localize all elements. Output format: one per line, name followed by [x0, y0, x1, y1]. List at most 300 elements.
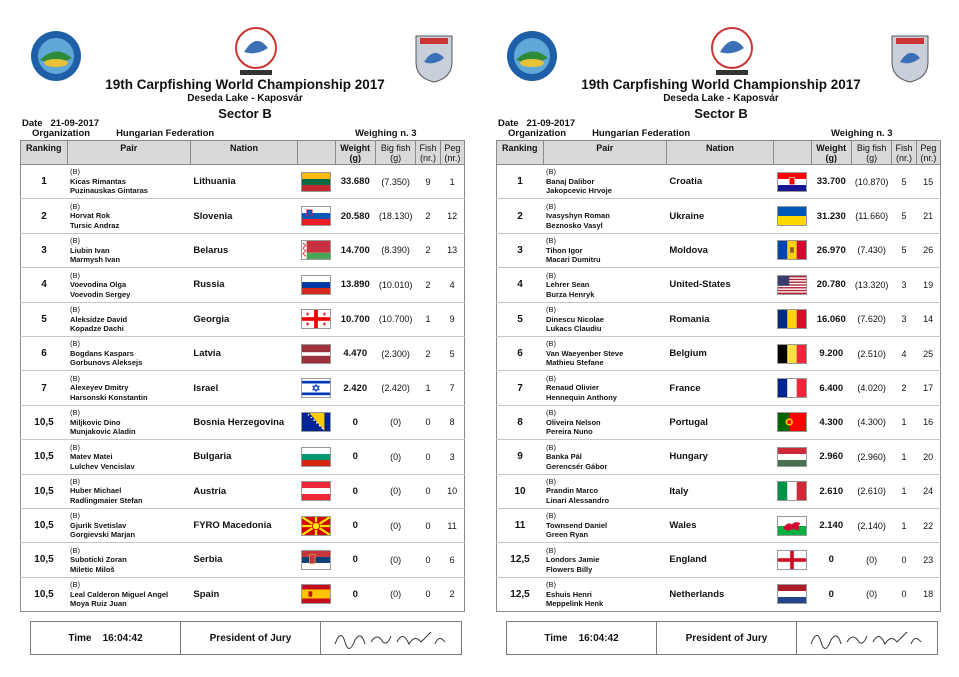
- romania-flag-icon: [777, 309, 807, 329]
- angler-2: Gorbunovs Aleksejs: [70, 358, 143, 368]
- table-header-row: [21, 141, 465, 165]
- pair-cell: [67, 508, 190, 542]
- group-label: (B): [70, 511, 81, 521]
- federation-logo-icon: [30, 30, 82, 82]
- weight-cell: 2.140: [811, 508, 851, 542]
- pair-cell: [543, 474, 666, 508]
- pair-cell: [543, 199, 666, 233]
- angler-2: Jakopcevic Hrvoje: [546, 186, 612, 196]
- group-label: (B): [70, 442, 81, 452]
- flag-cell: [298, 440, 335, 474]
- rank-cell: 5: [21, 302, 68, 336]
- flag-cell: [298, 508, 335, 542]
- weight-cell: 16.060: [811, 302, 851, 336]
- flag-cell: [774, 371, 811, 405]
- weight-cell: 0: [335, 405, 375, 439]
- angler-1: Kicas Rimantas: [70, 176, 126, 186]
- group-label: (B): [546, 270, 557, 280]
- championship-logo-icon: [708, 26, 756, 78]
- rank-cell: 2: [497, 199, 544, 233]
- results-sheet-right: [486, 0, 948, 677]
- pair-cell: [67, 440, 190, 474]
- organization-line: Organization Hungarian Federation: [508, 128, 691, 139]
- france-flag-icon: [777, 378, 807, 398]
- israel-flag-icon: [301, 378, 331, 398]
- fish-cell: 5: [892, 199, 916, 233]
- col-peg: Peg (nr.): [916, 141, 940, 165]
- flag-cell: [774, 577, 811, 611]
- angler-1: Tihon Igor: [546, 245, 583, 255]
- group-label: (B): [546, 580, 557, 590]
- fish-cell: 0: [416, 508, 440, 542]
- bulgaria-flag-icon: [301, 447, 331, 467]
- angler-1: Dinescu Nicolae: [546, 314, 604, 324]
- flag-cell: [298, 199, 335, 233]
- weight-cell: 26.970: [811, 233, 851, 267]
- peg-cell: 24: [916, 474, 940, 508]
- pair-cell: [67, 233, 190, 267]
- fish-cell: 0: [416, 543, 440, 577]
- group-label: (B): [546, 511, 557, 521]
- table-row: [21, 508, 465, 542]
- weight-cell: 0: [335, 543, 375, 577]
- peg-cell: 7: [440, 371, 464, 405]
- page-title: 19th Carpfishing World Championship 2017: [581, 77, 861, 92]
- fish-cell: 0: [892, 543, 916, 577]
- nation-cell: Italy: [666, 474, 773, 508]
- peg-cell: 4: [440, 268, 464, 302]
- col-fish: Fish (nr.): [416, 141, 440, 165]
- results-sheet-left: [10, 0, 472, 677]
- weighing-label: Weighing n. 3: [831, 128, 893, 139]
- bigfish-cell: (4.300): [851, 405, 891, 439]
- nation-cell: Bulgaria: [190, 440, 297, 474]
- bigfish-cell: (8.390): [375, 233, 415, 267]
- pair-cell: [543, 268, 666, 302]
- rank-cell: 3: [21, 233, 68, 267]
- table-row: [21, 440, 465, 474]
- president-label: President of Jury: [181, 622, 321, 654]
- fish-cell: 5: [892, 165, 916, 199]
- group-label: (B): [546, 373, 557, 383]
- nation-cell: Romania: [666, 302, 773, 336]
- pair-cell: [67, 371, 190, 405]
- peg-cell: 16: [916, 405, 940, 439]
- pair-cell: [543, 233, 666, 267]
- england-flag-icon: [777, 550, 807, 570]
- peg-cell: 11: [440, 508, 464, 542]
- angler-2: Linari Alessandro: [546, 495, 610, 505]
- weight-cell: 31.230: [811, 199, 851, 233]
- bigfish-cell: (2.140): [851, 508, 891, 542]
- peg-cell: 26: [916, 233, 940, 267]
- bigfish-cell: (0): [375, 405, 415, 439]
- weight-cell: 33.700: [811, 165, 851, 199]
- angler-1: Renaud Olivier: [546, 383, 599, 393]
- bigfish-cell: (0): [375, 508, 415, 542]
- fish-cell: 1: [892, 508, 916, 542]
- bigfish-cell: (4.020): [851, 371, 891, 405]
- angler-2: Harsonski Konstantin: [70, 392, 148, 402]
- pair-cell: [543, 336, 666, 370]
- pair-cell: [543, 577, 666, 611]
- results-table: [496, 140, 941, 612]
- pair-cell: [67, 302, 190, 336]
- rank-cell: 11: [497, 508, 544, 542]
- nation-cell: Wales: [666, 508, 773, 542]
- weight-cell: 0: [811, 543, 851, 577]
- angler-1: Bogdans Kaspars: [70, 348, 134, 358]
- serbia-flag-icon: [301, 550, 331, 570]
- fish-cell: 3: [892, 268, 916, 302]
- angler-1: Oliveira Nelson: [546, 417, 601, 427]
- angler-2: Meppelink Henk: [546, 599, 604, 609]
- angler-1: Lehrer Sean: [546, 280, 590, 290]
- group-label: (B): [70, 339, 81, 349]
- angler-1: Huber Michael: [70, 486, 122, 496]
- bigfish-cell: (0): [375, 577, 415, 611]
- bigfish-cell: (2.960): [851, 440, 891, 474]
- peg-cell: 15: [916, 165, 940, 199]
- peg-cell: 22: [916, 508, 940, 542]
- signature-cell: [797, 622, 937, 654]
- angler-1: Townsend Daniel: [546, 520, 608, 530]
- bigfish-cell: (2.420): [375, 371, 415, 405]
- table-row: [497, 268, 941, 302]
- time-cell: Time 16:04:42: [507, 622, 657, 654]
- angler-1: Banka Pál: [546, 452, 582, 462]
- angler-1: Voevodina Olga: [70, 280, 127, 290]
- peg-cell: 13: [440, 233, 464, 267]
- bigfish-cell: (2.300): [375, 336, 415, 370]
- nation-cell: Israel: [190, 371, 297, 405]
- table-row: [497, 405, 941, 439]
- group-label: (B): [546, 305, 557, 314]
- angler-1: Suboticki Zoran: [70, 555, 127, 565]
- fish-cell: 3: [892, 302, 916, 336]
- federation-logo-icon: [506, 30, 558, 82]
- rank-cell: 6: [21, 336, 68, 370]
- angler-1: Van Waeyenber Steve: [546, 348, 624, 358]
- table-row: [497, 371, 941, 405]
- flag-cell: [298, 336, 335, 370]
- col-pair: Pair: [543, 141, 666, 165]
- col-bigfish: Big fish (g): [375, 141, 415, 165]
- group-label: (B): [70, 167, 81, 177]
- weight-cell: 6.400: [811, 371, 851, 405]
- angler-2: Miletic Miloš: [70, 564, 115, 574]
- group-label: (B): [70, 545, 81, 555]
- group-label: (B): [546, 339, 557, 349]
- group-label: (B): [546, 236, 557, 246]
- bigfish-cell: (13.320): [851, 268, 891, 302]
- nation-cell: Ukraine: [666, 199, 773, 233]
- peg-cell: 18: [916, 577, 940, 611]
- fish-cell: 2: [892, 371, 916, 405]
- angler-2: Marmysh Ivan: [70, 255, 121, 265]
- fish-cell: 1: [416, 302, 440, 336]
- pair-cell: [543, 165, 666, 199]
- fish-cell: 1: [892, 440, 916, 474]
- croatia-flag-icon: [777, 172, 807, 192]
- rank-cell: 10,5: [21, 577, 68, 611]
- pair-cell: [67, 543, 190, 577]
- flag-cell: [298, 543, 335, 577]
- weight-cell: 9.200: [811, 336, 851, 370]
- president-label: President of Jury: [657, 622, 797, 654]
- col-bigfish: Big fish (g): [851, 141, 891, 165]
- venue-subtitle: Deseda Lake - Kaposvár: [663, 93, 779, 104]
- flag-cell: [774, 440, 811, 474]
- nation-cell: Croatia: [666, 165, 773, 199]
- table-row: [21, 268, 465, 302]
- nation-cell: Georgia: [190, 302, 297, 336]
- angler-2: Puzinauskas Gintaras: [70, 186, 148, 196]
- bigfish-cell: (10.700): [375, 302, 415, 336]
- pair-cell: [67, 474, 190, 508]
- date-line: Date 21-09-2017: [498, 118, 576, 129]
- rank-cell: 8: [497, 405, 544, 439]
- flag-cell: [298, 268, 335, 302]
- table-row: [21, 474, 465, 508]
- fish-cell: 0: [416, 577, 440, 611]
- col-weight: Weight (g): [811, 141, 851, 165]
- signature-icon: [807, 626, 927, 650]
- pair-cell: [67, 405, 190, 439]
- fish-cell: 0: [416, 405, 440, 439]
- weight-cell: 13.890: [335, 268, 375, 302]
- flag-cell: [774, 302, 811, 336]
- nation-cell: Russia: [190, 268, 297, 302]
- angler-2: Burza Henryk: [546, 289, 595, 299]
- rank-cell: 2: [21, 199, 68, 233]
- ukraine-flag-icon: [777, 206, 807, 226]
- pair-cell: [543, 371, 666, 405]
- flag-cell: [298, 371, 335, 405]
- flag-cell: [298, 302, 335, 336]
- date-line: Date 21-09-2017: [22, 118, 100, 129]
- pair-cell: [67, 268, 190, 302]
- footer-bar: [30, 621, 462, 655]
- rank-cell: 12,5: [497, 577, 544, 611]
- fish-cell: 9: [416, 165, 440, 199]
- pair-cell: [67, 199, 190, 233]
- table-row: [21, 233, 465, 267]
- peg-cell: 23: [916, 543, 940, 577]
- angler-2: Pereira Nuno: [546, 427, 593, 437]
- fish-cell: 0: [416, 440, 440, 474]
- angler-1: Liubin Ivan: [70, 245, 110, 255]
- footer-bar: [506, 621, 938, 655]
- nation-cell: Portugal: [666, 405, 773, 439]
- group-label: (B): [70, 373, 81, 383]
- angler-1: Banaj Dalibor: [546, 176, 595, 186]
- col-nation: Nation: [190, 141, 297, 165]
- rank-cell: 1: [21, 165, 68, 199]
- angler-2: Munjakovic Aladin: [70, 427, 136, 437]
- table-row: [21, 577, 465, 611]
- pair-cell: [543, 440, 666, 474]
- group-label: (B): [70, 270, 81, 280]
- rank-cell: 3: [497, 233, 544, 267]
- rank-cell: 9: [497, 440, 544, 474]
- weight-cell: 2.960: [811, 440, 851, 474]
- angler-2: Macari Dumitru: [546, 255, 601, 265]
- angler-1: Prandin Marco: [546, 486, 599, 496]
- page-title: 19th Carpfishing World Championship 2017: [105, 77, 385, 92]
- fish-cell: 1: [892, 474, 916, 508]
- table-row: [497, 233, 941, 267]
- group-label: (B): [546, 408, 557, 418]
- rank-cell: 10,5: [21, 440, 68, 474]
- col-pair: Pair: [67, 141, 190, 165]
- venue-subtitle: Deseda Lake - Kaposvár: [187, 93, 303, 104]
- col-fish: Fish (nr.): [892, 141, 916, 165]
- peg-cell: 8: [440, 405, 464, 439]
- pair-cell: [543, 302, 666, 336]
- weight-cell: 33.680: [335, 165, 375, 199]
- nation-cell: Hungary: [666, 440, 773, 474]
- fish-cell: 2: [416, 268, 440, 302]
- peg-cell: 5: [440, 336, 464, 370]
- group-label: (B): [546, 476, 557, 486]
- angler-2: Gerencsér Gábor: [546, 461, 608, 471]
- pair-cell: [543, 508, 666, 542]
- pair-cell: [67, 577, 190, 611]
- nation-cell: Belgium: [666, 336, 773, 370]
- rank-cell: 5: [497, 302, 544, 336]
- georgia-flag-icon: [301, 309, 331, 329]
- angler-2: Beznosko Vasyl: [546, 220, 603, 230]
- bigfish-cell: (2.510): [851, 336, 891, 370]
- italy-flag-icon: [777, 481, 807, 501]
- flag-cell: [298, 405, 335, 439]
- peg-cell: 25: [916, 336, 940, 370]
- col-flag: [774, 141, 811, 165]
- weight-cell: 2.610: [811, 474, 851, 508]
- peg-cell: 20: [916, 440, 940, 474]
- table-row: [21, 302, 465, 336]
- fish-cell: 0: [892, 577, 916, 611]
- spain-flag-icon: [301, 584, 331, 604]
- nation-cell: Slovenia: [190, 199, 297, 233]
- peg-cell: 3: [440, 440, 464, 474]
- bigfish-cell: (2.610): [851, 474, 891, 508]
- peg-cell: 14: [916, 302, 940, 336]
- col-ranking: Ranking: [497, 141, 544, 165]
- angler-1: Alexeyev Dmitry: [70, 383, 129, 393]
- results-table: [20, 140, 465, 612]
- flag-cell: [774, 233, 811, 267]
- pair-cell: [67, 336, 190, 370]
- table-row: [497, 165, 941, 199]
- flag-cell: [774, 405, 811, 439]
- peg-cell: 17: [916, 371, 940, 405]
- fish-cell: 2: [416, 199, 440, 233]
- angler-2: Flowers Billy: [546, 564, 593, 574]
- nation-cell: FYRO Macedonia: [190, 508, 297, 542]
- group-label: (B): [70, 236, 81, 246]
- sector-title: Sector B: [694, 106, 748, 121]
- angler-1: Gjurik Svetislav: [70, 520, 127, 530]
- fish-cell: 2: [416, 233, 440, 267]
- nation-cell: Serbia: [190, 543, 297, 577]
- belgium-flag-icon: [777, 344, 807, 364]
- nation-cell: Belarus: [190, 233, 297, 267]
- rank-cell: 10,5: [21, 508, 68, 542]
- bigfish-cell: (10.870): [851, 165, 891, 199]
- angler-2: Radlingmaier Stefan: [70, 495, 143, 505]
- bigfish-cell: (11.660): [851, 199, 891, 233]
- rank-cell: 4: [21, 268, 68, 302]
- nation-cell: Netherlands: [666, 577, 773, 611]
- weight-cell: 0: [335, 440, 375, 474]
- flag-cell: [774, 165, 811, 199]
- group-label: (B): [70, 305, 81, 314]
- nation-cell: Spain: [190, 577, 297, 611]
- col-peg: Peg (nr.): [440, 141, 464, 165]
- table-row: [497, 199, 941, 233]
- table-row: [21, 543, 465, 577]
- austria-flag-icon: [301, 481, 331, 501]
- weight-cell: 0: [335, 508, 375, 542]
- col-weight: Weight (g): [335, 141, 375, 165]
- angler-1: Eshuis Henri: [546, 589, 592, 599]
- rank-cell: 6: [497, 336, 544, 370]
- col-ranking: Ranking: [21, 141, 68, 165]
- portugal-flag-icon: [777, 412, 807, 432]
- fish-cell: 1: [416, 371, 440, 405]
- bigfish-cell: (0): [375, 543, 415, 577]
- weighing-label: Weighing n. 3: [355, 128, 417, 139]
- flag-cell: [298, 577, 335, 611]
- slovenia-flag-icon: [301, 206, 331, 226]
- bigfish-cell: (18.130): [375, 199, 415, 233]
- angler-1: Ivasyshyn Roman: [546, 211, 610, 221]
- peg-cell: 6: [440, 543, 464, 577]
- table-row: [21, 199, 465, 233]
- flag-cell: [774, 474, 811, 508]
- group-label: (B): [546, 545, 557, 555]
- nation-cell: France: [666, 371, 773, 405]
- table-row: [497, 302, 941, 336]
- rank-cell: 10: [497, 474, 544, 508]
- angler-2: Hennequin Anthony: [546, 392, 617, 402]
- angler-2: Mathieu Stefane: [546, 358, 604, 368]
- weight-cell: 0: [335, 577, 375, 611]
- rank-cell: 4: [497, 268, 544, 302]
- fish-cell: 0: [416, 474, 440, 508]
- group-label: (B): [70, 580, 81, 590]
- table-row: [497, 474, 941, 508]
- fish-cell: 5: [892, 233, 916, 267]
- angler-1: Londors Jamie: [546, 555, 600, 565]
- weight-cell: 20.580: [335, 199, 375, 233]
- peg-cell: 1: [440, 165, 464, 199]
- angler-2: Lukacs Claudiu: [546, 324, 602, 333]
- usa-flag-icon: [777, 275, 807, 295]
- nation-cell: Austria: [190, 474, 297, 508]
- wales-flag-icon: [777, 516, 807, 536]
- bosnia-flag-icon: [301, 412, 331, 432]
- flag-cell: [774, 199, 811, 233]
- rank-cell: 10,5: [21, 543, 68, 577]
- group-label: (B): [70, 476, 81, 486]
- rank-cell: 10,5: [21, 474, 68, 508]
- bigfish-cell: (0): [851, 577, 891, 611]
- latvia-flag-icon: [301, 344, 331, 364]
- table-row: [497, 577, 941, 611]
